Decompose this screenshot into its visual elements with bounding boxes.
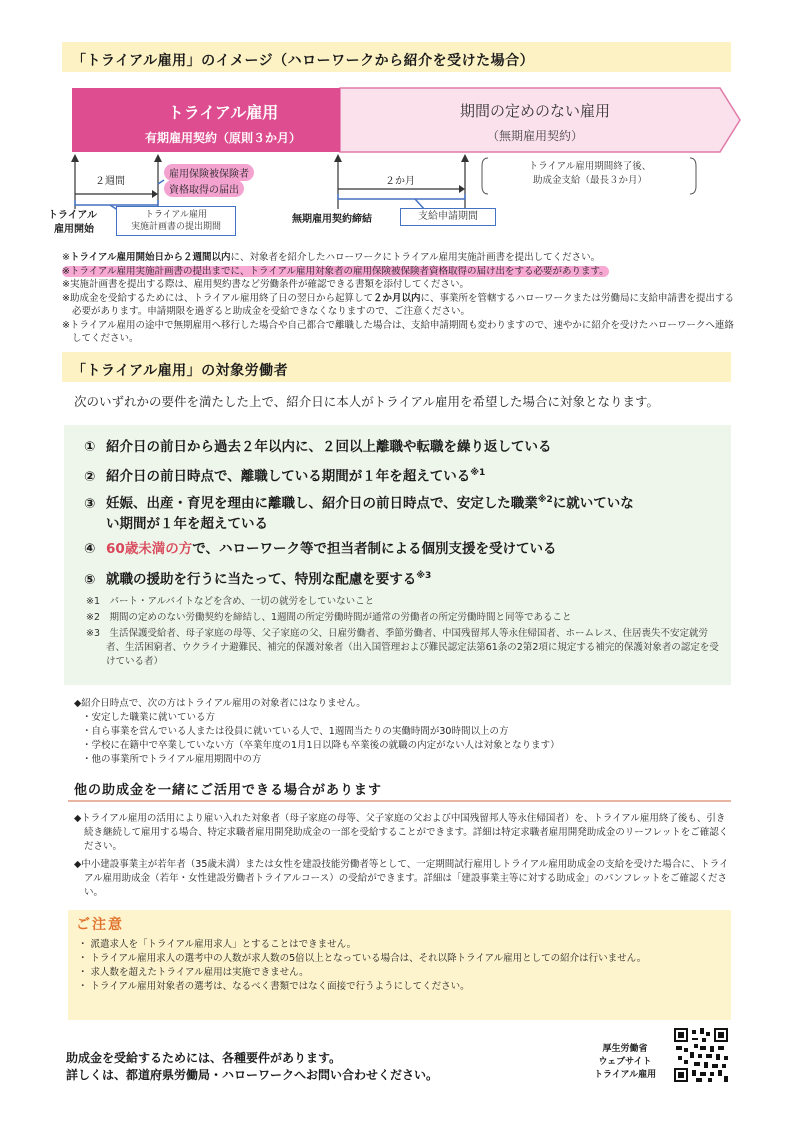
non-eligible-head: ◆紹介日時点で、次の方はトライアル雇用の対象者にはなりません。 [74, 698, 366, 709]
section-divider [68, 800, 731, 802]
trial-title: トライアル雇用 [167, 103, 279, 122]
footer-line-1: 助成金を受給するためには、各種要件があります。 [66, 1051, 342, 1065]
plan-box-line-1: トライアル雇用 [144, 210, 208, 220]
other-subsidy-1: ◆トライアル雇用の活用により雇い入れた対象者（母子家庭の母等、父子家庭の父および中国残留邦人等永住帰国者）を、トライアル雇用終了後も、引き続き継続して雇用する場合、特定求職者雇用開発助成金の一部を受給することができます。詳細は特定求職者雇用開発助成金のリーフレットをご確認ください。 [74, 813, 729, 852]
target-item-5: ⑤ 就職の援助を行うに当たって、特別な配慮を要する$^{※3}$ [84, 571, 432, 588]
plan-submit-period-box [116, 206, 236, 236]
note-5: ※トライアル雇用の途中で無期雇用へ移行した場合や自己都合で離職した場合は、支給申請期間も変わりますので、速やかに紹介を受けたハローワークへ連絡してください。 [62, 319, 734, 344]
non-eligible-4: ・他の事業所でトライアル雇用期間中の方 [82, 754, 262, 765]
caution-item-2: ・ トライアル雇用求人の選考中の人数が求人数の5倍以上となっている場合は、それ以降トライアル雇用としての紹介は行いません。 [78, 953, 647, 964]
two-weeks-label: ２週間 [95, 176, 125, 187]
non-eligible-1: ・安定した職業に就いている方 [82, 712, 216, 723]
caution-item-3: ・ 求人数を超えたトライアル雇用は実施できません。 [78, 967, 309, 978]
after-trial-note [492, 160, 688, 188]
other-subsidies-text [74, 812, 734, 904]
note-3: ※実施計画書を提出する際は、雇用契約書など労働条件が確認できる書類を添付してください。 [62, 279, 469, 290]
mhlw-website-label [594, 1043, 656, 1082]
caution-title: ご注意 [76, 917, 124, 933]
non-eligible-notes [74, 697, 560, 767]
trial-period-box [72, 88, 374, 152]
trial-start-label-1: トライアル [48, 210, 97, 221]
open-ended-title: 期間の定めのない雇用 [459, 102, 610, 120]
after-trial-line-2: 助成金支給（最長３か月） [532, 175, 647, 186]
open-ended-box [370, 88, 700, 152]
application-period-box: 支給申請期間 [400, 208, 496, 226]
non-eligible-3: ・学校に在籍中で卒業していない方（卒業年度の1月1日以降も卒業後の就職の内定がない人は対象となります） [82, 740, 560, 751]
trial-subtitle: 有期雇用契約（原則３か月） [144, 131, 301, 145]
non-eligible-2: ・自ら事業を営んでいる人または役員に就いている人で、1週間当たりの実働時間が30時間以上の方 [82, 726, 509, 737]
mhlw-line-1: 厚生労働省 [602, 1044, 648, 1054]
target-item-3: ③ 妊娠、出産・育児を理由に離職し、紹介日の前日時点で、安定した職業$^{※2}$に就いていな い期間が１年を超えている [84, 495, 634, 532]
section-title-targets: 「トライアル雇用」の対象労働者 [62, 352, 731, 382]
target-item-4: ④ 60歳未満の方で、ハローワーク等で担当者制による個別支援を受けている [84, 541, 557, 557]
target-item-2: ② 紹介日の前日時点で、離職している期間が１年を超えている$^{※1}$ [84, 468, 486, 485]
two-months-label: ２か月 [385, 176, 415, 187]
mhlw-line-3: トライアル雇用 [594, 1070, 657, 1080]
target-item-1: ① 紹介日の前日から過去２年以内に、２回以上離職や転職を繰り返している [84, 439, 552, 455]
other-subsidy-2: ◆中小建設事業主が若年者（35歳未満）または女性を建設技能労働者等として、一定期間試行雇用しトライアル雇用助成金の支給を受けた場合に、トライアル雇用助成金（若年・女性建設労働者トライアルコース）の受給ができます。詳細は「建設事業主等に対する助成金」のパンフレットをご確認ください。 [74, 859, 729, 898]
caution-item-4: ・ トライアル雇用対象者の選考は、なるべく書類ではなく面接で行うようにしてください。 [78, 981, 470, 992]
trial-diagram [40, 84, 750, 254]
trial-start-label-2: 雇用開始 [54, 224, 94, 235]
note-4: ※助成金を受給するためには、トライアル雇用終了日の翌日から起算して２か月以内に、事業所を管轄するハローワークまたは労働局に支給申請書を提出する必要があります。申請期限を過ぎると助成金を受給できなくなりますので、ご注意ください。 [62, 292, 735, 317]
diagram-notes [62, 251, 742, 346]
target-workers-box [64, 425, 731, 685]
footnote-2: ※2 期間の定めのない労働契約を締結し、1週間の所定労働時間が通常の労働者の所定労働時間と同等であること [86, 612, 572, 623]
insurance-pill-1: 雇用保険被保険者 [164, 164, 254, 181]
footer-line-2: 詳しくは、都道府県労働局・ハローワークへお問い合わせください。 [66, 1068, 439, 1082]
note-1: ※トライアル雇用開始日から２週間以内に、対象者を紹介したハローワークにトライアル雇用実施計画書を提出してください。 [62, 252, 601, 263]
after-trial-line-1: トライアル雇用期間終了後、 [528, 161, 652, 172]
section-title-other-subsidies: 他の助成金を一緒にご活用できる場合があります [74, 783, 383, 798]
qr-code-icon[interactable] [672, 1025, 730, 1085]
indefinite-contract-label: 無期雇用契約締結 [292, 214, 372, 225]
section-title-image: 「トライアル雇用」のイメージ（ハローワークから紹介を受けた場合） [62, 42, 731, 72]
caution-item-1: ・ 派遣求人を「トライアル雇用求人」とすることはできません。 [78, 939, 357, 950]
targets-intro: 次のいずれかの要件を満たした上で、紹介日に本人がトライアル雇用を希望した場合に対象となります。 [74, 394, 660, 409]
insurance-pill-2: 資格取得の届出 [164, 180, 244, 197]
note-2-highlight: ※トライアル雇用実施計画書の提出までに、トライアル雇用対象者の雇用保険被保険者資格取得の届け出をする必要があります。 [62, 265, 609, 277]
open-ended-subtitle: （無期雇用契約） [486, 129, 583, 143]
footer-contact [66, 1050, 438, 1084]
mhlw-line-2: ウェブサイト [598, 1057, 652, 1067]
caution-box [68, 910, 731, 1020]
footnote-3: ※3 生活保護受給者、母子家庭の母等、父子家庭の父、日雇労働者、季節労働者、中国残留邦人等永住帰国者、ホームレス、住居喪失不安定就労者、生活困窮者、ウクライナ避難民、補完的保護対象者（出入国管理および難民認定法第61条の2第2項に規定する補完的保護対象者の認定を受けている者） [86, 628, 719, 667]
plan-box-line-2: 実施計画書の提出期間 [130, 222, 221, 232]
footnote-1: ※1 パート・アルバイトなどを含め、一切の就労をしていないこと [86, 596, 375, 607]
